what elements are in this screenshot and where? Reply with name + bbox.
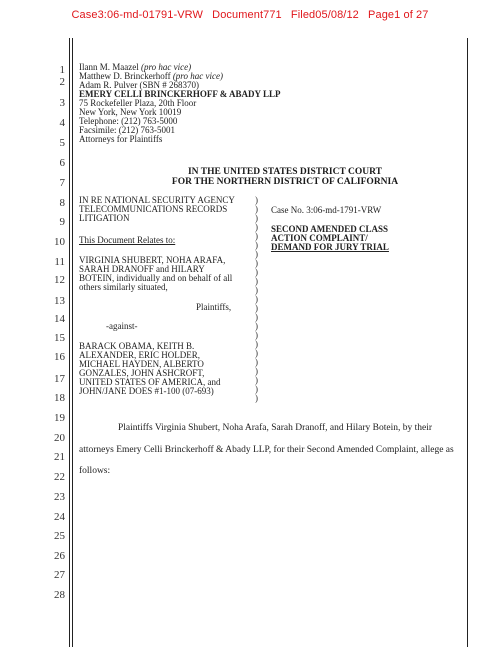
caption-paren: ) [255, 312, 258, 322]
firm-facsimile: Facsimile: (212) 763-5001 [79, 125, 175, 135]
counsel-note: (pro hac vice) [140, 62, 192, 72]
line-number: 9 [59, 216, 65, 228]
line-number: 15 [54, 332, 65, 344]
ecf-filing-header [0, 9, 500, 21]
defendants-line: BARACK OBAMA, KEITH B. [79, 341, 195, 351]
line-number: 23 [54, 491, 65, 503]
caption-paren: ) [255, 303, 258, 313]
defendants-line: UNITED STATES OF AMERICA, and [79, 377, 221, 387]
line-number: 18 [54, 392, 65, 404]
caption-line: IN RE NATIONAL SECURITY AGENCY [79, 195, 235, 205]
ecf-document-number: Document771 [212, 9, 282, 21]
caption-paren: ) [255, 258, 258, 268]
counsel-note: (pro hac vice) [172, 71, 223, 81]
line-number: 17 [54, 373, 65, 385]
line-number: 7 [59, 177, 65, 189]
caption-line: TELECOMMUNICATIONS RECORDS [79, 204, 228, 214]
caption-paren: ) [255, 249, 258, 259]
plaintiffs-line: BOTEIN, individually and on behalf of all [79, 273, 233, 283]
caption-paren: ) [255, 339, 258, 349]
line-number: 2 [59, 76, 65, 88]
caption-paren: ) [255, 375, 258, 385]
counsel-line: Adam R. Pulver (SBN # 268370) [79, 80, 199, 90]
line-number: 27 [54, 569, 65, 581]
caption-paren: ) [255, 285, 258, 295]
caption-paren: ) [255, 330, 258, 340]
line-number: 16 [54, 351, 65, 363]
line-number: 26 [54, 550, 65, 562]
caption-paren: ) [255, 222, 258, 232]
line-number: 6 [59, 157, 65, 169]
caption-paren: ) [255, 195, 258, 205]
line-number: 28 [54, 589, 65, 601]
caption-paren: ) [255, 231, 258, 241]
court-district-line: FOR THE NORTHERN DISTRICT OF CALIFORNIA [171, 177, 399, 187]
caption-paren: ) [255, 321, 258, 331]
plaintiffs-label: Plaintiffs, [196, 302, 232, 312]
counsel-name: Matthew D. Brinckerhoff [79, 71, 171, 81]
relates-to-line: This Document Relates to: [79, 235, 176, 245]
caption-paren: ) [255, 276, 258, 286]
defendants-line: MICHAEL HAYDEN, ALBERTO [79, 359, 204, 369]
ecf-page-number: Page1 of 27 [368, 9, 429, 21]
case-number: Case No. 3:06-md-1791-VRW [271, 205, 382, 215]
body-line: follows: [79, 466, 111, 476]
counsel-name: Ilann M. Maazel [79, 62, 139, 72]
caption-paren: ) [255, 366, 258, 376]
firm-address: 75 Rockefeller Plaza, 20th Floor [79, 98, 197, 108]
caption-line: LITIGATION [79, 213, 130, 223]
body-line: Plaintiffs Virginia Shubert, Noha Arafa, Sarah Dranoff, and Hilary Botein, by their [118, 423, 433, 433]
counsel-role: Attorneys for Plaintiffs [79, 134, 163, 144]
left-margin-rule-inner [72, 38, 73, 647]
line-number: 12 [54, 274, 65, 286]
plaintiffs-line: SARAH DRANOFF and HILARY [79, 264, 205, 274]
caption-paren: ) [255, 294, 258, 304]
defendants-line: JOHN/JANE DOES #1-100 (07-693) [79, 386, 214, 396]
plaintiffs-line: VIRGINIA SHUBERT, NOHA ARAFA, [79, 255, 226, 265]
right-margin-rule [467, 38, 468, 647]
line-number: 5 [59, 137, 65, 149]
line-number: 25 [54, 530, 65, 542]
line-number: 14 [54, 313, 65, 325]
firm-address: New York, New York 10019 [79, 107, 182, 117]
caption-paren: ) [255, 393, 258, 403]
line-number: 1 [59, 64, 65, 76]
line-number: 21 [54, 451, 65, 463]
against-line: -against- [106, 321, 138, 331]
caption-paren: ) [255, 213, 258, 223]
caption-paren: ) [255, 348, 258, 358]
line-number: 24 [54, 511, 65, 523]
law-firm-name: EMERY CELLI BRINCKERHOFF & ABADY LLP [79, 89, 281, 99]
defendants-line: ALEXANDER, ERIC HOLDER, [79, 350, 200, 360]
line-number: 10 [54, 236, 65, 248]
line-number: 11 [54, 256, 65, 268]
line-number: 4 [59, 117, 65, 129]
ecf-case-number: Case3:06-md-01791-VRW [71, 9, 204, 21]
jury-demand-line: DEMAND FOR JURY TRIAL [271, 242, 389, 252]
caption-paren: ) [255, 357, 258, 367]
caption-paren: ) [255, 384, 258, 394]
firm-telephone: Telephone: (212) 763-5000 [79, 116, 178, 126]
line-number: 3 [59, 97, 65, 109]
line-number: 19 [54, 412, 65, 424]
line-number: 20 [54, 432, 65, 444]
line-number: 22 [54, 471, 65, 483]
document-title-line: SECOND AMENDED CLASS [271, 224, 389, 234]
document-title-line: ACTION COMPLAINT/ [271, 233, 368, 243]
ecf-filed-date: Filed05/08/12 [290, 9, 359, 21]
plaintiffs-line: others similarly situated, [79, 282, 168, 292]
caption-paren: ) [255, 204, 258, 214]
caption-paren: ) [255, 267, 258, 277]
body-line: attorneys Emery Celli Brinckerhoff & Abady LLP, for their Second Amended Complaint, allege as [79, 445, 454, 455]
caption-paren: ) [255, 240, 258, 250]
left-margin-rule-outer [69, 38, 70, 647]
defendants-line: GONZALES, JOHN ASHCROFT, [79, 368, 205, 378]
line-number: 8 [59, 197, 65, 209]
court-name-line: IN THE UNITED STATES DISTRICT COURT [187, 167, 383, 177]
line-number: 13 [54, 295, 65, 307]
